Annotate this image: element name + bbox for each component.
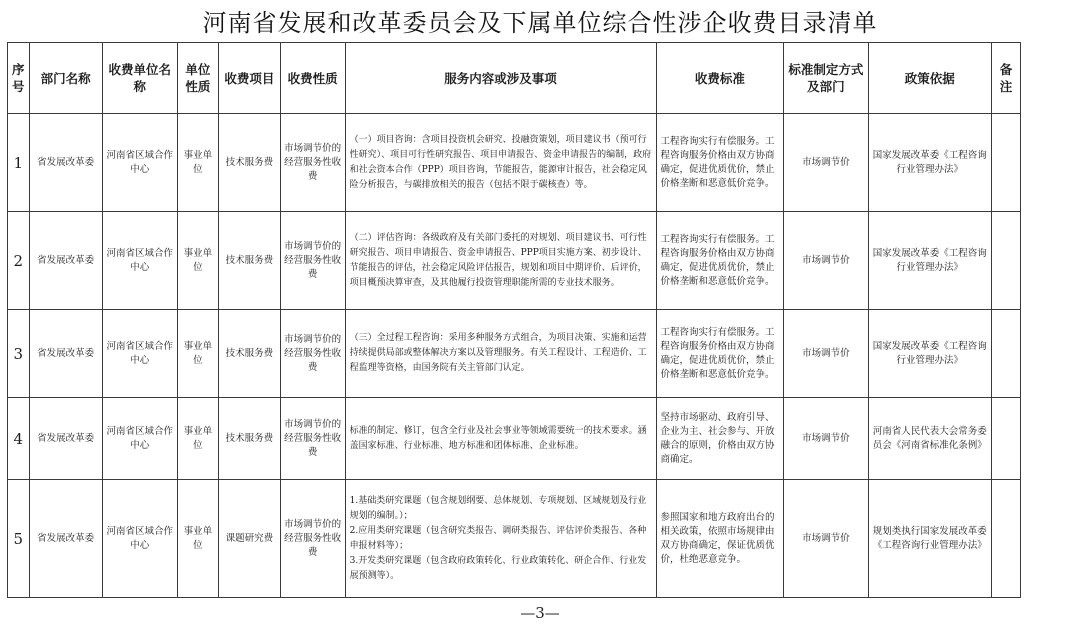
cell-item: 技术服务费 <box>219 114 281 212</box>
cell-service: （二）评估咨询：各级政府及有关部门委托的对规划、项目建议书、可行性研究报告、项目申请报告、资金申请报告、PPP项目实施方案、初步设计、节能报告的评估，社会稳定风险评估报告，规划和项目中期评价、后评价，项目概预决算审查，及其他履行投资管理职能所需的专业技术服务。 <box>345 212 656 310</box>
header-dept: 部门名称 <box>29 43 102 114</box>
cell-remark <box>992 114 1021 212</box>
cell-fee-type: 市场调节价的经营服务性收费 <box>280 398 345 480</box>
cell-standard: 坚持市场驱动、政府引导、企业为主、社会参与、开放融合的原则，价格由双方协商确定。 <box>656 398 784 480</box>
cell-nature: 事业单位 <box>177 114 218 212</box>
cell-nature: 事业单位 <box>177 212 218 310</box>
cell-item: 技术服务费 <box>219 398 281 480</box>
cell-service: 1.基础类研究课题（包含规划纲要、总体规划、专项规划、区域规划及行业规划的编制。）； 2.应用类研究课题（包含研究类报告、调研类报告、评估评价类报告、各种申报材料等）； 3.开发类研究课题（包含政府政策转化、行业政策转化、研企合作、行业发展预测等）。 <box>345 480 656 598</box>
cell-fee-type: 市场调节价的经营服务性收费 <box>280 114 345 212</box>
cell-seq: 1 <box>8 114 30 212</box>
cell-fee-type: 市场调节价的经营服务性收费 <box>280 310 345 398</box>
cell-basis: 河南省人民代表大会常务委员会《河南省标准化条例》 <box>868 398 992 480</box>
page-number: —3— <box>520 604 560 622</box>
cell-service: 标准的制定、修订，包含全行业及社会事业等领域需要统一的技术要求。涵盖国家标准、行业标准、地方标准和团体标准、企业标准。 <box>345 398 656 480</box>
cell-basis: 国家发展改革委《工程咨询行业管理办法》 <box>868 212 992 310</box>
cell-remark <box>992 212 1021 310</box>
cell-unit: 河南省区域合作中心 <box>102 480 177 598</box>
cell-seq: 5 <box>8 480 30 598</box>
cell-nature: 事业单位 <box>177 310 218 398</box>
header-method: 标准制定方式及部门 <box>784 43 868 114</box>
header-unit: 收费单位名称 <box>102 43 177 114</box>
cell-item: 技术服务费 <box>219 212 281 310</box>
table-row <box>8 114 1021 212</box>
cell-service: （一）项目咨询：含项目投资机会研究、投融资策划，项目建议书（预可行性研究）、项目可行性研究报告、项目申请报告、资金申请报告的编制，政府和社会资本合作（PPP）项目咨询，节能报告，能源审计报告，社会稳定风险分析报告，与碳排放相关的报告（包括不限于碳核查）等。 <box>345 114 656 212</box>
cell-fee-type: 市场调节价的经营服务性收费 <box>280 212 345 310</box>
cell-method: 市场调节价 <box>784 480 868 598</box>
cell-dept: 省发展改革委 <box>29 480 102 598</box>
header-standard: 收费标准 <box>656 43 784 114</box>
header-service: 服务内容或涉及事项 <box>345 43 656 114</box>
header-seq: 序号 <box>8 43 30 114</box>
cell-dept: 省发展改革委 <box>29 310 102 398</box>
cell-unit: 河南省区域合作中心 <box>102 212 177 310</box>
cell-remark <box>992 480 1021 598</box>
cell-dept: 省发展改革委 <box>29 212 102 310</box>
cell-dept: 省发展改革委 <box>29 114 102 212</box>
cell-item: 课题研究费 <box>219 480 281 598</box>
table-row <box>8 480 1021 598</box>
cell-nature: 事业单位 <box>177 398 218 480</box>
cell-method: 市场调节价 <box>784 398 868 480</box>
cell-standard: 工程咨询实行有偿服务。工程咨询服务价格由双方协商确定，促进优质优价，禁止价格垄断和恶意低价竞争。 <box>656 114 784 212</box>
page-title: 河南省发展和改革委员会及下属单位综合性涉企收费目录清单 <box>202 9 878 37</box>
cell-remark <box>992 310 1021 398</box>
cell-item: 技术服务费 <box>219 310 281 398</box>
cell-method: 市场调节价 <box>784 310 868 398</box>
cell-basis: 国家发展改革委《工程咨询行业管理办法》 <box>868 310 992 398</box>
cell-standard: 参照国家和地方政府出台的相关政策，依照市场规律由双方协商确定，保证优质优价，杜绝恶意竞争。 <box>656 480 784 598</box>
cell-unit: 河南省区域合作中心 <box>102 398 177 480</box>
table-row <box>8 310 1021 398</box>
fee-catalog-table <box>7 42 1021 598</box>
cell-method: 市场调节价 <box>784 212 868 310</box>
cell-service: （三）全过程工程咨询：采用多种服务方式组合，为项目决策、实施和运营持续提供局部或整体解决方案以及管理服务。有关工程设计、工程造价、工程监理等资格，由国务院有关主管部门认定。 <box>345 310 656 398</box>
header-basis: 政策依据 <box>868 43 992 114</box>
cell-seq: 2 <box>8 212 30 310</box>
table-row <box>8 212 1021 310</box>
cell-unit: 河南省区域合作中心 <box>102 310 177 398</box>
cell-nature: 事业单位 <box>177 480 218 598</box>
cell-dept: 省发展改革委 <box>29 398 102 480</box>
header-item: 收费项目 <box>219 43 281 114</box>
cell-unit: 河南省区域合作中心 <box>102 114 177 212</box>
header-row <box>8 43 1021 114</box>
cell-basis: 国家发展改革委《工程咨询行业管理办法》 <box>868 114 992 212</box>
cell-seq: 4 <box>8 398 30 480</box>
table-row <box>8 398 1021 480</box>
cell-seq: 3 <box>8 310 30 398</box>
cell-standard: 工程咨询实行有偿服务。工程咨询服务价格由双方协商确定，促进优质优价，禁止价格垄断和恶意低价竞争。 <box>656 310 784 398</box>
cell-basis: 规划类执行国家发展改革委《工程咨询行业管理办法》 <box>868 480 992 598</box>
cell-standard: 工程咨询实行有偿服务。工程咨询服务价格由双方协商确定，促进优质优价，禁止价格垄断和恶意低价竞争。 <box>656 212 784 310</box>
header-fee-type: 收费性质 <box>280 43 345 114</box>
cell-fee-type: 市场调节价的经营服务性收费 <box>280 480 345 598</box>
cell-method: 市场调节价 <box>784 114 868 212</box>
header-nature: 单位性质 <box>177 43 218 114</box>
header-remark: 备注 <box>992 43 1021 114</box>
cell-remark <box>992 398 1021 480</box>
